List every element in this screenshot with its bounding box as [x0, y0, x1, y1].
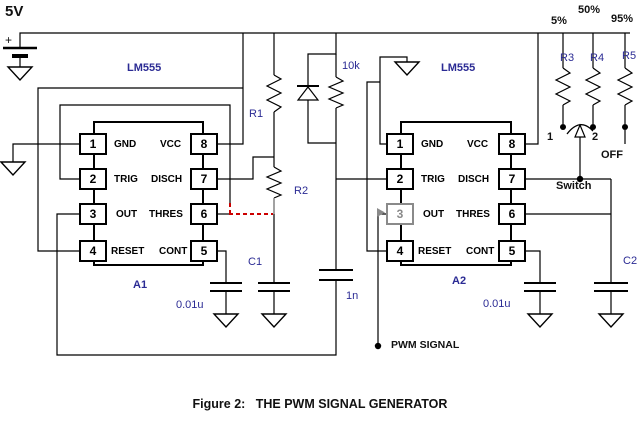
- 1n-label: 1n: [346, 290, 359, 302]
- a2-label-vcc: VCC: [467, 139, 489, 150]
- ground-icon: [599, 314, 623, 327]
- pwm-node-dot: [375, 343, 381, 349]
- resistor-r4: [586, 33, 600, 130]
- r2-label: R2: [294, 185, 309, 197]
- a1-pin-3: 3: [79, 203, 107, 225]
- a1-ref-label: A1: [133, 279, 148, 291]
- a1-label-disch: DISCH: [151, 174, 183, 185]
- a1-pin-7: 7: [190, 168, 218, 190]
- ground-icon: [262, 314, 286, 327]
- resistor-r3: [556, 33, 570, 130]
- a1-label-vcc: VCC: [160, 139, 182, 150]
- c1-label: C1: [248, 256, 263, 268]
- r3-label: R3: [560, 52, 575, 64]
- supply-voltage-label: 5V: [5, 3, 24, 20]
- a2-label-thres: THRES: [456, 209, 490, 220]
- a2-pin-1: 1: [386, 133, 414, 155]
- ground-icon: [8, 67, 32, 80]
- switch-pos2-label: 2: [592, 131, 599, 143]
- a2-pin-6: 6: [498, 203, 526, 225]
- a2-label-trig: TRIG: [421, 174, 445, 185]
- a1-disch-wire: [218, 157, 274, 179]
- r5-label: R5: [622, 50, 637, 62]
- ic-a1-body: [93, 121, 204, 266]
- switch-off-label: OFF: [601, 149, 623, 161]
- ic-a2-body: [400, 121, 512, 266]
- selection-arrow-icon: [377, 208, 385, 217]
- a2-bypass-label: 0.01u: [483, 298, 511, 310]
- capacitor-001u-a1: [210, 283, 242, 327]
- a1-label-out: OUT: [116, 209, 138, 220]
- duty-95-label: 95%: [611, 13, 634, 25]
- a2-pin-3-selected: 3: [386, 203, 414, 225]
- a1-gnd-wire: [1, 144, 79, 175]
- ground-icon: [214, 314, 238, 327]
- a2-pin-5: 5: [498, 240, 526, 262]
- a2-pin-7: 7: [498, 168, 526, 190]
- battery-symbol: [3, 48, 37, 80]
- a1-pin-2: 2: [79, 168, 107, 190]
- 10k-label: 10k: [342, 60, 360, 72]
- a2-pin-4: 4: [386, 240, 414, 262]
- a2-ref-label: A2: [452, 275, 467, 287]
- capacitor-c1: [258, 283, 290, 327]
- a2-thres-wire: [526, 179, 611, 283]
- a1-pin-8: 8: [190, 133, 218, 155]
- c2-label: C2: [623, 255, 638, 267]
- a2-label-disch: DISCH: [458, 174, 490, 185]
- a2-label-cont: CONT: [466, 246, 495, 257]
- a1-label-reset: RESET: [111, 246, 145, 257]
- capacitor-1n: [319, 270, 353, 280]
- a2-pin-2: 2: [386, 168, 414, 190]
- resistor-r1: [267, 33, 281, 167]
- a1-cont-wire: [218, 251, 226, 283]
- battery-plus-label: +: [5, 33, 13, 47]
- a2-label-gnd: GND: [421, 139, 444, 150]
- duty-5-label: 5%: [551, 15, 567, 27]
- a2-reset-wire: [367, 82, 386, 251]
- resistor-r2: [267, 167, 281, 283]
- a2-cont-wire: [526, 251, 540, 283]
- a1-label-thres: THRES: [149, 209, 183, 220]
- switch-label: Switch: [556, 180, 592, 192]
- duty-50-label: 50%: [578, 4, 601, 16]
- capacitor-001u-a2: [524, 283, 556, 327]
- a2-label-reset: RESET: [418, 246, 452, 257]
- a2-out-pwm-wire: [375, 208, 388, 349]
- a1-bypass-label: 0.01u: [176, 299, 204, 311]
- r1-label: R1: [249, 108, 264, 120]
- a1-pin-4: 4: [79, 240, 107, 262]
- ground-icon: [395, 62, 419, 75]
- ground-icon: [1, 162, 25, 175]
- switch-symbol: [567, 125, 593, 183]
- a2-label-out: OUT: [423, 209, 445, 220]
- a1-pin-1: 1: [79, 133, 107, 155]
- resistor-10k: [329, 54, 343, 270]
- pwm-signal-label: PWM SIGNAL: [391, 339, 460, 351]
- r4-label: R4: [590, 52, 605, 64]
- a2-pin-8: 8: [498, 133, 526, 155]
- figure-caption: Figure 2: THE PWM SIGNAL GENERATOR: [192, 397, 448, 411]
- ground-icon: [528, 314, 552, 327]
- capacitor-c2: [594, 283, 628, 327]
- a1-pin-6: 6: [190, 203, 218, 225]
- a1-label-trig: TRIG: [114, 174, 138, 185]
- a2-vcc-wire: [526, 33, 538, 144]
- a2-part-label: LM555: [441, 62, 476, 74]
- a1-part-label: LM555: [127, 62, 162, 74]
- a1-pin-5: 5: [190, 240, 218, 262]
- a1-label-cont: CONT: [159, 246, 188, 257]
- highlight-wire: [229, 203, 273, 214]
- a1-label-gnd: GND: [114, 139, 137, 150]
- switch-pos1-label: 1: [547, 131, 554, 143]
